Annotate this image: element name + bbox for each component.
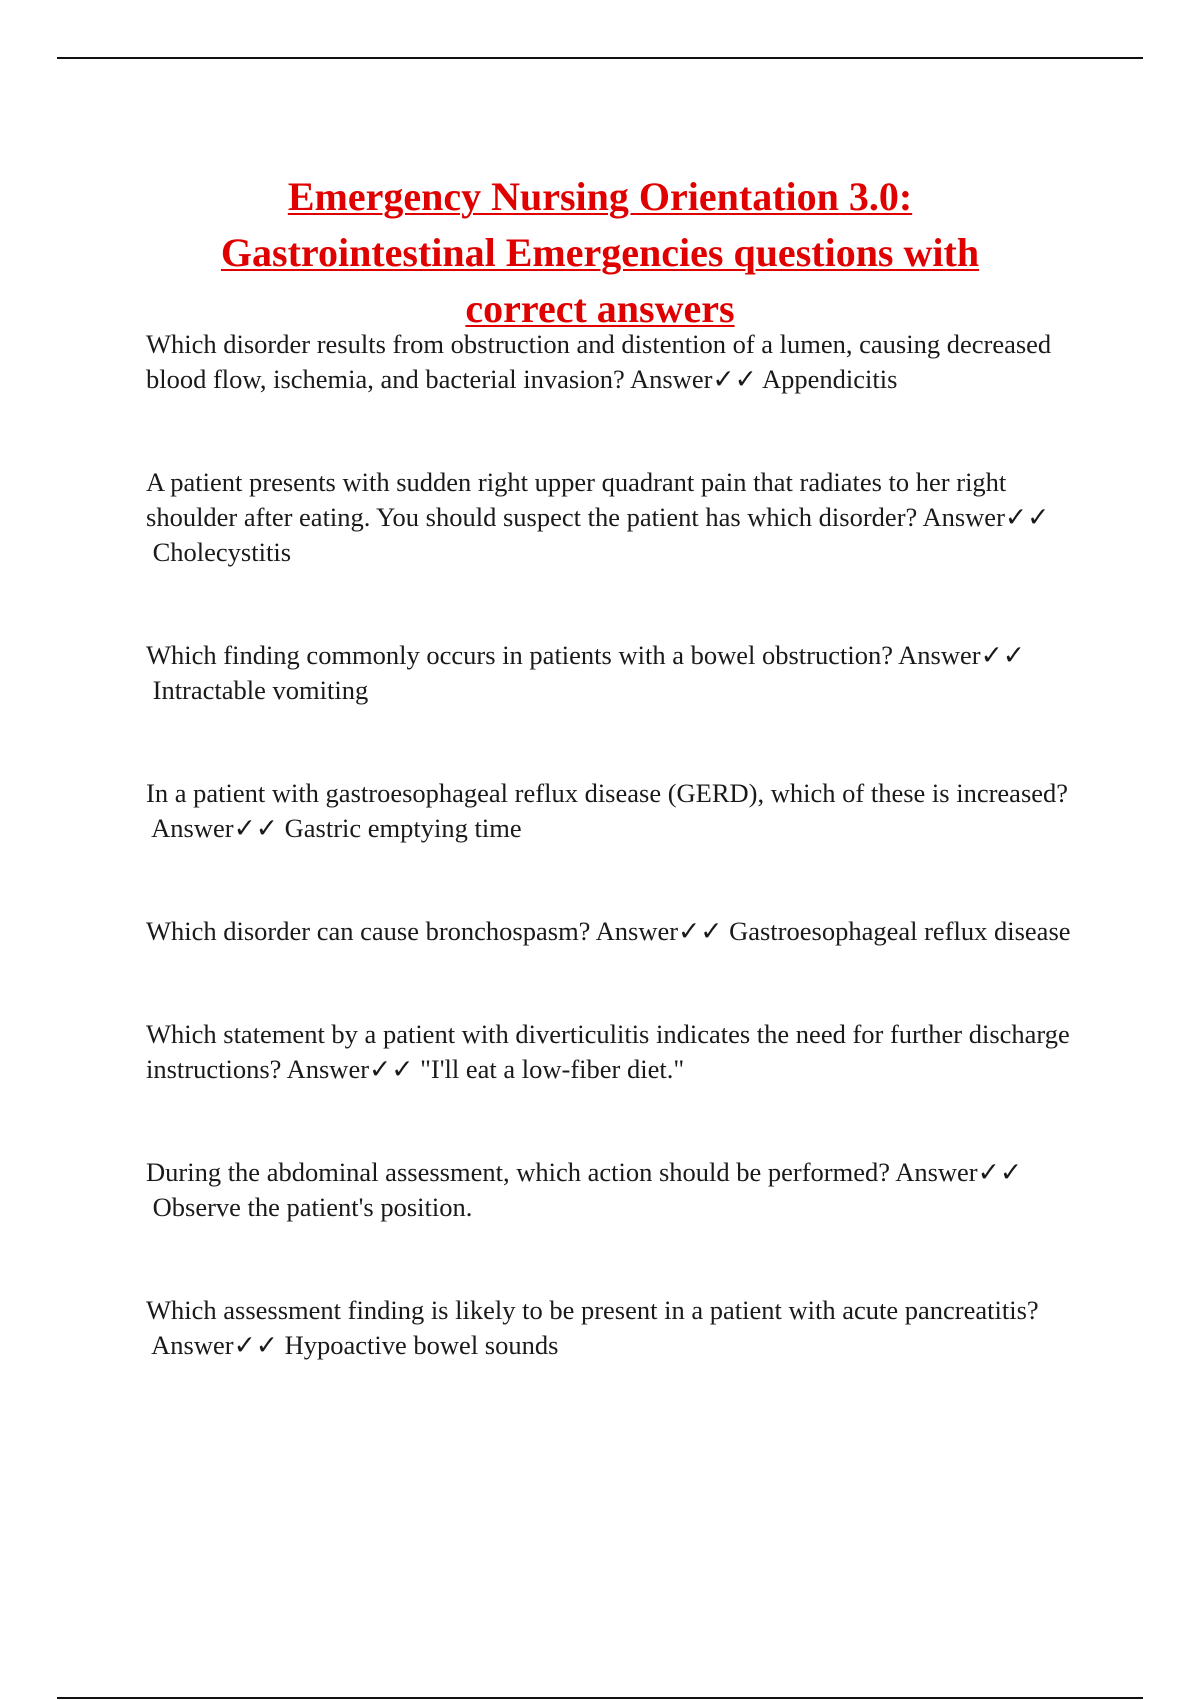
answer-marker: Answer✓✓ [895, 1157, 1023, 1187]
answer-marker: Answer✓✓ [922, 502, 1050, 532]
title-line: correct answers [465, 285, 735, 331]
answer-text: Appendicitis [762, 364, 898, 394]
qa-item [146, 327, 1096, 397]
question-text: Which disorder can cause bronchospasm? [146, 916, 591, 946]
top-rule [57, 57, 1143, 59]
answer-text: Gastric emptying time [284, 813, 522, 843]
document-title [120, 169, 1080, 337]
qa-item [146, 1155, 1096, 1225]
bottom-rule [57, 1697, 1143, 1699]
answer-text: Observe the patient's position. [152, 1192, 473, 1222]
question-text: A patient presents with sudden right upper quadrant pain that radiates to her right shoulder after eating. You should suspect the patient has which disorder? [146, 467, 1007, 532]
qa-item [146, 776, 1096, 846]
answer-marker: Answer✓✓ [629, 364, 757, 394]
qa-item [146, 465, 1096, 570]
question-text: During the abdominal assessment, which action should be performed? [146, 1157, 891, 1187]
title-line: Emergency Nursing Orientation 3.0: [287, 173, 913, 219]
question-text: Which assessment finding is likely to be present in a patient with acute pancreatitis? [146, 1295, 1039, 1325]
answer-text: Cholecystitis [152, 537, 292, 567]
qa-list [146, 327, 1096, 1363]
answer-text: Intractable vomiting [152, 675, 369, 705]
title-line: Gastrointestinal Emergencies questions with [220, 229, 980, 275]
qa-item [146, 638, 1096, 708]
question-text: Which disorder results from obstruction and distention of a lumen, causing decreased blood flow, ischemia, and bacterial invasion? [146, 329, 1052, 394]
answer-text: Gastroesophageal reflux disease [729, 916, 1071, 946]
qa-item [146, 1293, 1096, 1363]
qa-item [146, 1017, 1096, 1087]
question-text: Which finding commonly occurs in patients with a bowel obstruction? [146, 640, 893, 670]
answer-marker: Answer✓✓ [898, 640, 1026, 670]
answer-text: Hypoactive bowel sounds [284, 1330, 559, 1360]
question-text: Which statement by a patient with diverticulitis indicates the need for further discharge instructions? [146, 1019, 1070, 1084]
answer-marker: Answer✓✓ [595, 916, 723, 946]
answer-text: "I'll eat a low-fiber diet." [420, 1054, 685, 1084]
answer-marker: Answer✓✓ [151, 813, 279, 843]
answer-marker: Answer✓✓ [286, 1054, 414, 1084]
qa-item [146, 914, 1096, 949]
question-text: In a patient with gastroesophageal reflux disease (GERD), which of these is increased? [146, 778, 1069, 808]
answer-marker: Answer✓✓ [151, 1330, 279, 1360]
